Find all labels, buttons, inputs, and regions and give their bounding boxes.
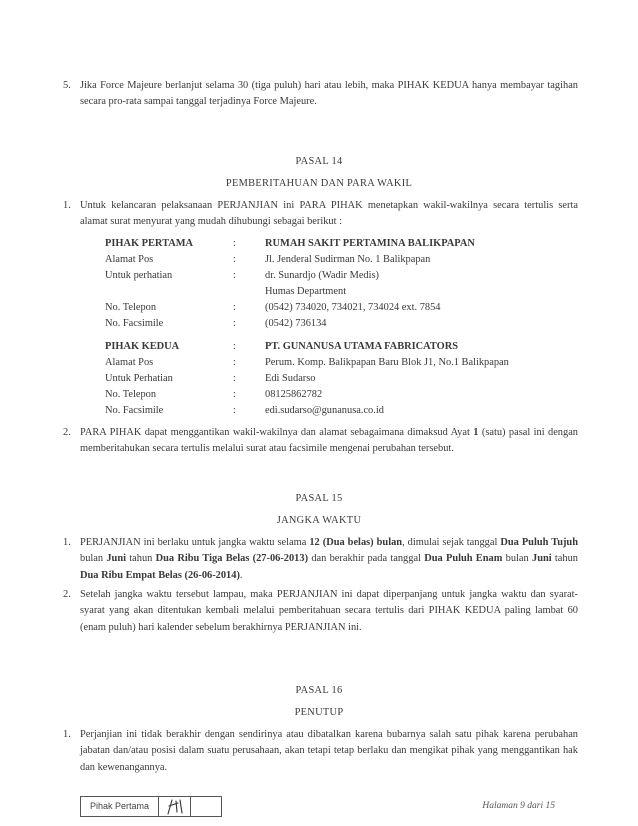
colon: : <box>233 357 236 368</box>
t: , dimulai sejak tanggal <box>402 537 501 548</box>
pasal15-item-1 <box>63 535 578 584</box>
perhatian-label: Untuk perhatian <box>105 270 173 281</box>
pihak-pertama-initial-box <box>80 796 222 817</box>
perhatian-label: Untuk Perhatian <box>105 373 173 384</box>
t: PERJANJIAN ini berlaku untuk jangka waktu selama <box>80 537 310 548</box>
pihak-kedua-name: PT. GUNANUSA UTAMA FABRICATORS <box>265 341 459 352</box>
pihak-pertama-label: PIHAK PERTAMA <box>105 238 194 249</box>
colon: : <box>233 341 236 352</box>
colon: : <box>233 302 236 313</box>
colon: : <box>233 238 236 249</box>
facsimile-value: (0542) 736134 <box>265 318 327 329</box>
telepon-value: 08125862782 <box>265 389 323 400</box>
telepon-value: (0542) 734020, 734021, 734024 ext. 7854 <box>265 302 441 313</box>
item-number: 1. <box>63 200 71 211</box>
colon: : <box>233 373 236 384</box>
initial-cell-empty <box>191 797 221 816</box>
item-number: 2. <box>63 589 71 600</box>
pasal-14-heading: PASAL 14 <box>295 156 343 167</box>
pasal-14-title: PEMBERITAHUAN DAN PARA WAKIL <box>225 178 413 189</box>
t-bold: 12 (Dua belas) bulan <box>309 537 403 548</box>
facsimile-label: No. Facsimile <box>105 318 164 329</box>
colon: : <box>233 254 236 265</box>
perhatian-value: dr. Sunardjo (Wadir Medis) <box>265 270 380 281</box>
item-text: Setelah jangka waktu tersebut lampau, maka PERJANJIAN ini dapat diperpanjang untuk jangka waktu dan syarat-syarat yang akan ditentukan kembali melalui pemberitahuan secara tertulis dari PIHAK KEDUA paling lambat 60 (enam puluh) hari kalender sebelum berakhirnya PERJANJIAN ini. <box>80 589 578 633</box>
t-bold: Juni <box>532 553 552 565</box>
t-bold: Dua Puluh Enam <box>424 553 503 565</box>
pasal16-item-1 <box>63 727 578 776</box>
pihak-pertama-label: Pihak Pertama <box>81 797 159 816</box>
t-bold: Dua Ribu Tiga Belas (27-06-2013) <box>155 553 309 565</box>
item-number: 1. <box>63 729 71 740</box>
colon: : <box>233 270 236 281</box>
pasal-16-title: PENUTUP <box>294 707 344 718</box>
pasal-15-title: JANGKA WAKTU <box>276 515 362 526</box>
telepon-label: No. Telepon <box>105 302 157 313</box>
pasal13-item-5 <box>63 78 578 111</box>
colon: : <box>233 389 236 400</box>
handwritten-initial-icon <box>159 797 190 816</box>
facsimile-label: No. Facsimile <box>105 405 164 416</box>
t-bold: Dua Puluh Tujuh <box>500 537 578 548</box>
item-text-part: PARA PIHAK dapat menggantikan wakil-wakilnya dan alamat sebagaimana dimaksud Ayat <box>80 427 474 438</box>
pasal15-item-2 <box>63 587 578 636</box>
t: bulan <box>80 553 107 565</box>
t: dan berakhir pada tanggal <box>308 553 425 565</box>
pasal-16-heading: PASAL 16 <box>295 685 343 696</box>
pasal-15-heading: PASAL 15 <box>295 493 343 504</box>
initial-cell <box>159 797 191 816</box>
perhatian-value: Edi Sudarso <box>265 373 316 384</box>
t: tahun <box>126 553 156 565</box>
t: bulan <box>502 553 532 565</box>
colon: : <box>233 318 236 329</box>
telepon-label: No. Telepon <box>105 389 157 400</box>
pasal14-item-1 <box>63 198 578 231</box>
t-bold: Juni <box>106 553 126 565</box>
facsimile-value: edi.sudarso@gunanusa.co.id <box>265 405 384 416</box>
item-text-bold: 1 <box>473 427 479 438</box>
t: . <box>239 569 243 581</box>
item-text: Jika Force Majeure berlanjut selama 30 (tiga puluh) hari atau lebih, maka PIHAK KEDUA hanya membayar tagihan secara pro-rata sampai tanggal terjadinya Force Majeure. <box>80 80 578 108</box>
item-text: Perjanjian ini tidak berakhir dengan sendirinya atau dibatalkan karena bubarnya salah satu pihak karena perubahan jabatan dan/atau posisi dalam suatu perusahaan, akan tetapi tetap berlaku dan mengikat pihak yang menggantikan hak dan kewenangannya. <box>80 729 578 773</box>
alamat-label: Alamat Pos <box>105 254 154 265</box>
alamat-value: Jl. Jenderal Sudirman No. 1 Balikpapan <box>265 254 431 265</box>
pihak-kedua-label: PIHAK KEDUA <box>105 341 180 352</box>
t-bold: Dua Ribu Empat Belas (26-06-2014) <box>80 569 240 581</box>
pasal14-item-2 <box>63 425 579 458</box>
item-text-part: (satu) pasal ini dengan memberitahukan secara tertulis melalui surat atau facsimile mengenai perubahan tersebut. <box>80 427 579 455</box>
perhatian-value-2: Humas Department <box>265 286 347 297</box>
page-number: Halaman 9 dari 15 <box>482 801 555 811</box>
alamat-value: Perum. Komp. Balikpapan Baru Blok J1, No.1 Balikpapan <box>265 357 509 368</box>
item-number: 1. <box>63 537 71 548</box>
item-number: 5. <box>63 80 71 91</box>
pihak-pertama-name: RUMAH SAKIT PERTAMINA BALIKPAPAN <box>265 238 475 249</box>
alamat-label: Alamat Pos <box>105 357 154 368</box>
t: tahun <box>551 553 578 565</box>
item-text: Untuk kelancaran pelaksanaan PERJANJIAN ini PARA PIHAK menetapkan wakil-wakilnya secara tertulis serta alamat surat menyurat yang mudah dihubungi sebagai berikut : <box>80 200 578 228</box>
colon: : <box>233 405 236 416</box>
item-number: 2. <box>63 427 71 438</box>
